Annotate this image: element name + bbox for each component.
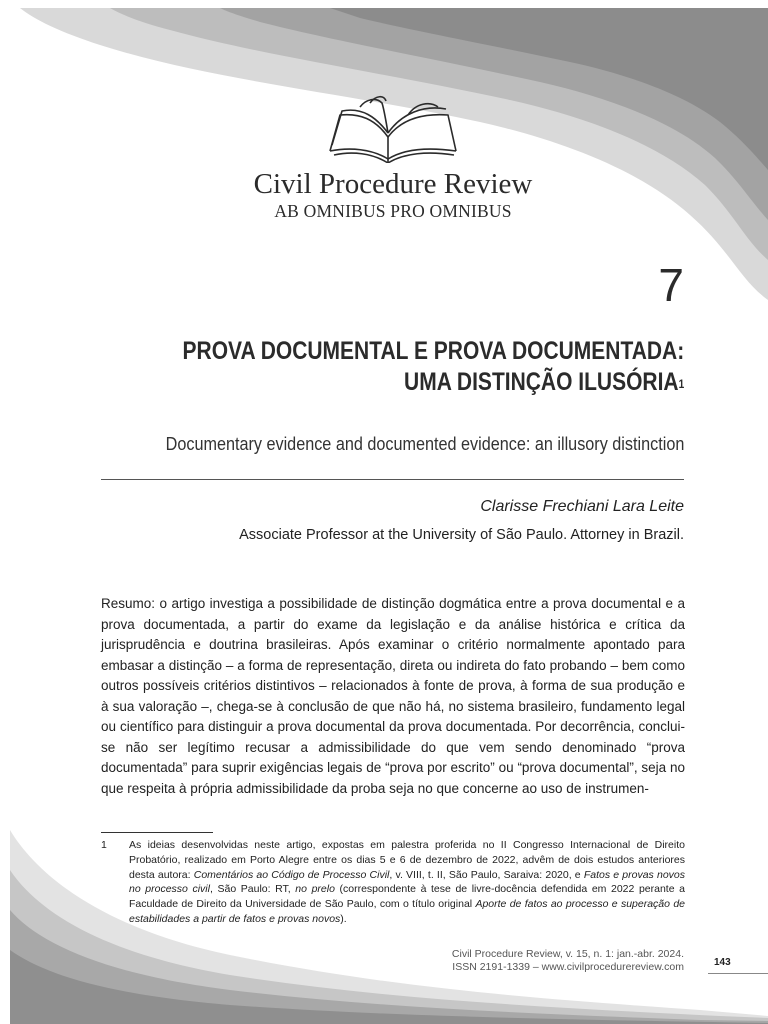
footnote-seg: (correspondente à tese de livre-docência defendida em 2022 perante a Faculdade de Direito da Universidade de São Paulo, com o título original bbox=[129, 883, 685, 911]
footnote-text bbox=[129, 838, 685, 927]
footnote-status: no prelo bbox=[295, 883, 335, 896]
page-number: 143 bbox=[714, 957, 731, 968]
article-number: 7 bbox=[658, 259, 684, 311]
title-footnote-mark[interactable]: 1 bbox=[678, 377, 684, 391]
open-book-icon bbox=[320, 93, 460, 163]
page-number-rule bbox=[708, 973, 768, 974]
footnote-work-title: Comentários ao Código de Processo Civil bbox=[193, 868, 390, 881]
article-title bbox=[182, 336, 684, 398]
article-title-line-2-text: UMA DISTINÇÃO ILUSÓRIA bbox=[403, 368, 679, 396]
footnote-seg: , São Paulo: RT, bbox=[209, 883, 296, 896]
footnote-thesis-title: Aporte de fatos ao processo e superação de estabilidades a partir de fatos e provas novos bbox=[129, 898, 686, 925]
footnote-divider bbox=[101, 832, 213, 833]
journal-title: Civil Procedure Review bbox=[253, 168, 533, 200]
footnote-seg: , v. VIII, t. II, São Paulo, Saraiva: 2020, e bbox=[389, 868, 584, 881]
footnote-number: 1 bbox=[101, 839, 107, 851]
journal-motto: AB OMNIBUS PRO OMNIBUS bbox=[274, 201, 512, 221]
journal-citation bbox=[452, 948, 684, 974]
article-title-line-1: PROVA DOCUMENTAL E PROVA DOCUMENTADA: bbox=[182, 337, 684, 365]
citation-line-1: Civil Procedure Review, v. 15, n. 1: jan.-abr. 2024. bbox=[451, 948, 684, 960]
author-name: Clarisse Frechiani Lara Leite bbox=[480, 498, 684, 515]
footnote-seg: ). bbox=[340, 912, 347, 925]
footnote-seg: As ideias desenvolvidas neste artigo, expostas em palestra proferida no II Congresso Internacional de Direito Probatório, realizado em Porto Alegre entre os dias 5 e 6 de dezembro de 2022, advêm de dois estudos anteriores desta autora: bbox=[129, 839, 685, 881]
author-affiliation: Associate Professor at the University of São Paulo. Attorney in Brazil. bbox=[239, 527, 684, 543]
article-subtitle-english: Documentary evidence and documented evidence: an illusory distinction bbox=[165, 434, 684, 454]
title-divider bbox=[101, 479, 684, 480]
abstract-paragraph: Resumo: o artigo investiga a possibilidade de distinção dogmática entre a prova documental e a prova documentada, a partir do exame da legislação e da análise histórica e crítica da jurisprudência e doutrina brasileiras. Após examinar o critério normalmente apontado para embasar a distinção – a forma de representação, direta ou indireta do fato probando – bem como outros possíveis critérios distintivos – relacionados à fonte de prova, à forma de sua produção e à sua valoração –, chega-se à conclusão de que não há, no sistema brasileiro, fundamento legal ou científico para distinguir a prova documental da prova documentada. Por decorrência, conclui-se não ser legítimo recusar a admissibilidade do que vem sendo denominado “prova documentada” para suprir exigências legais de “prova por escrito” ou “prova documental”, seja no que respeita à própria admissibilidade da proba seja no que concerne ao uso de instrumen- bbox=[101, 596, 685, 796]
article-title-line-2 bbox=[182, 367, 684, 398]
citation-line-2: ISSN 2191-1339 – www.civilprocedurereview.com bbox=[452, 961, 684, 973]
footnote bbox=[101, 838, 685, 927]
footnote-work-title: Fatos e provas novos no processo civil bbox=[129, 868, 685, 896]
